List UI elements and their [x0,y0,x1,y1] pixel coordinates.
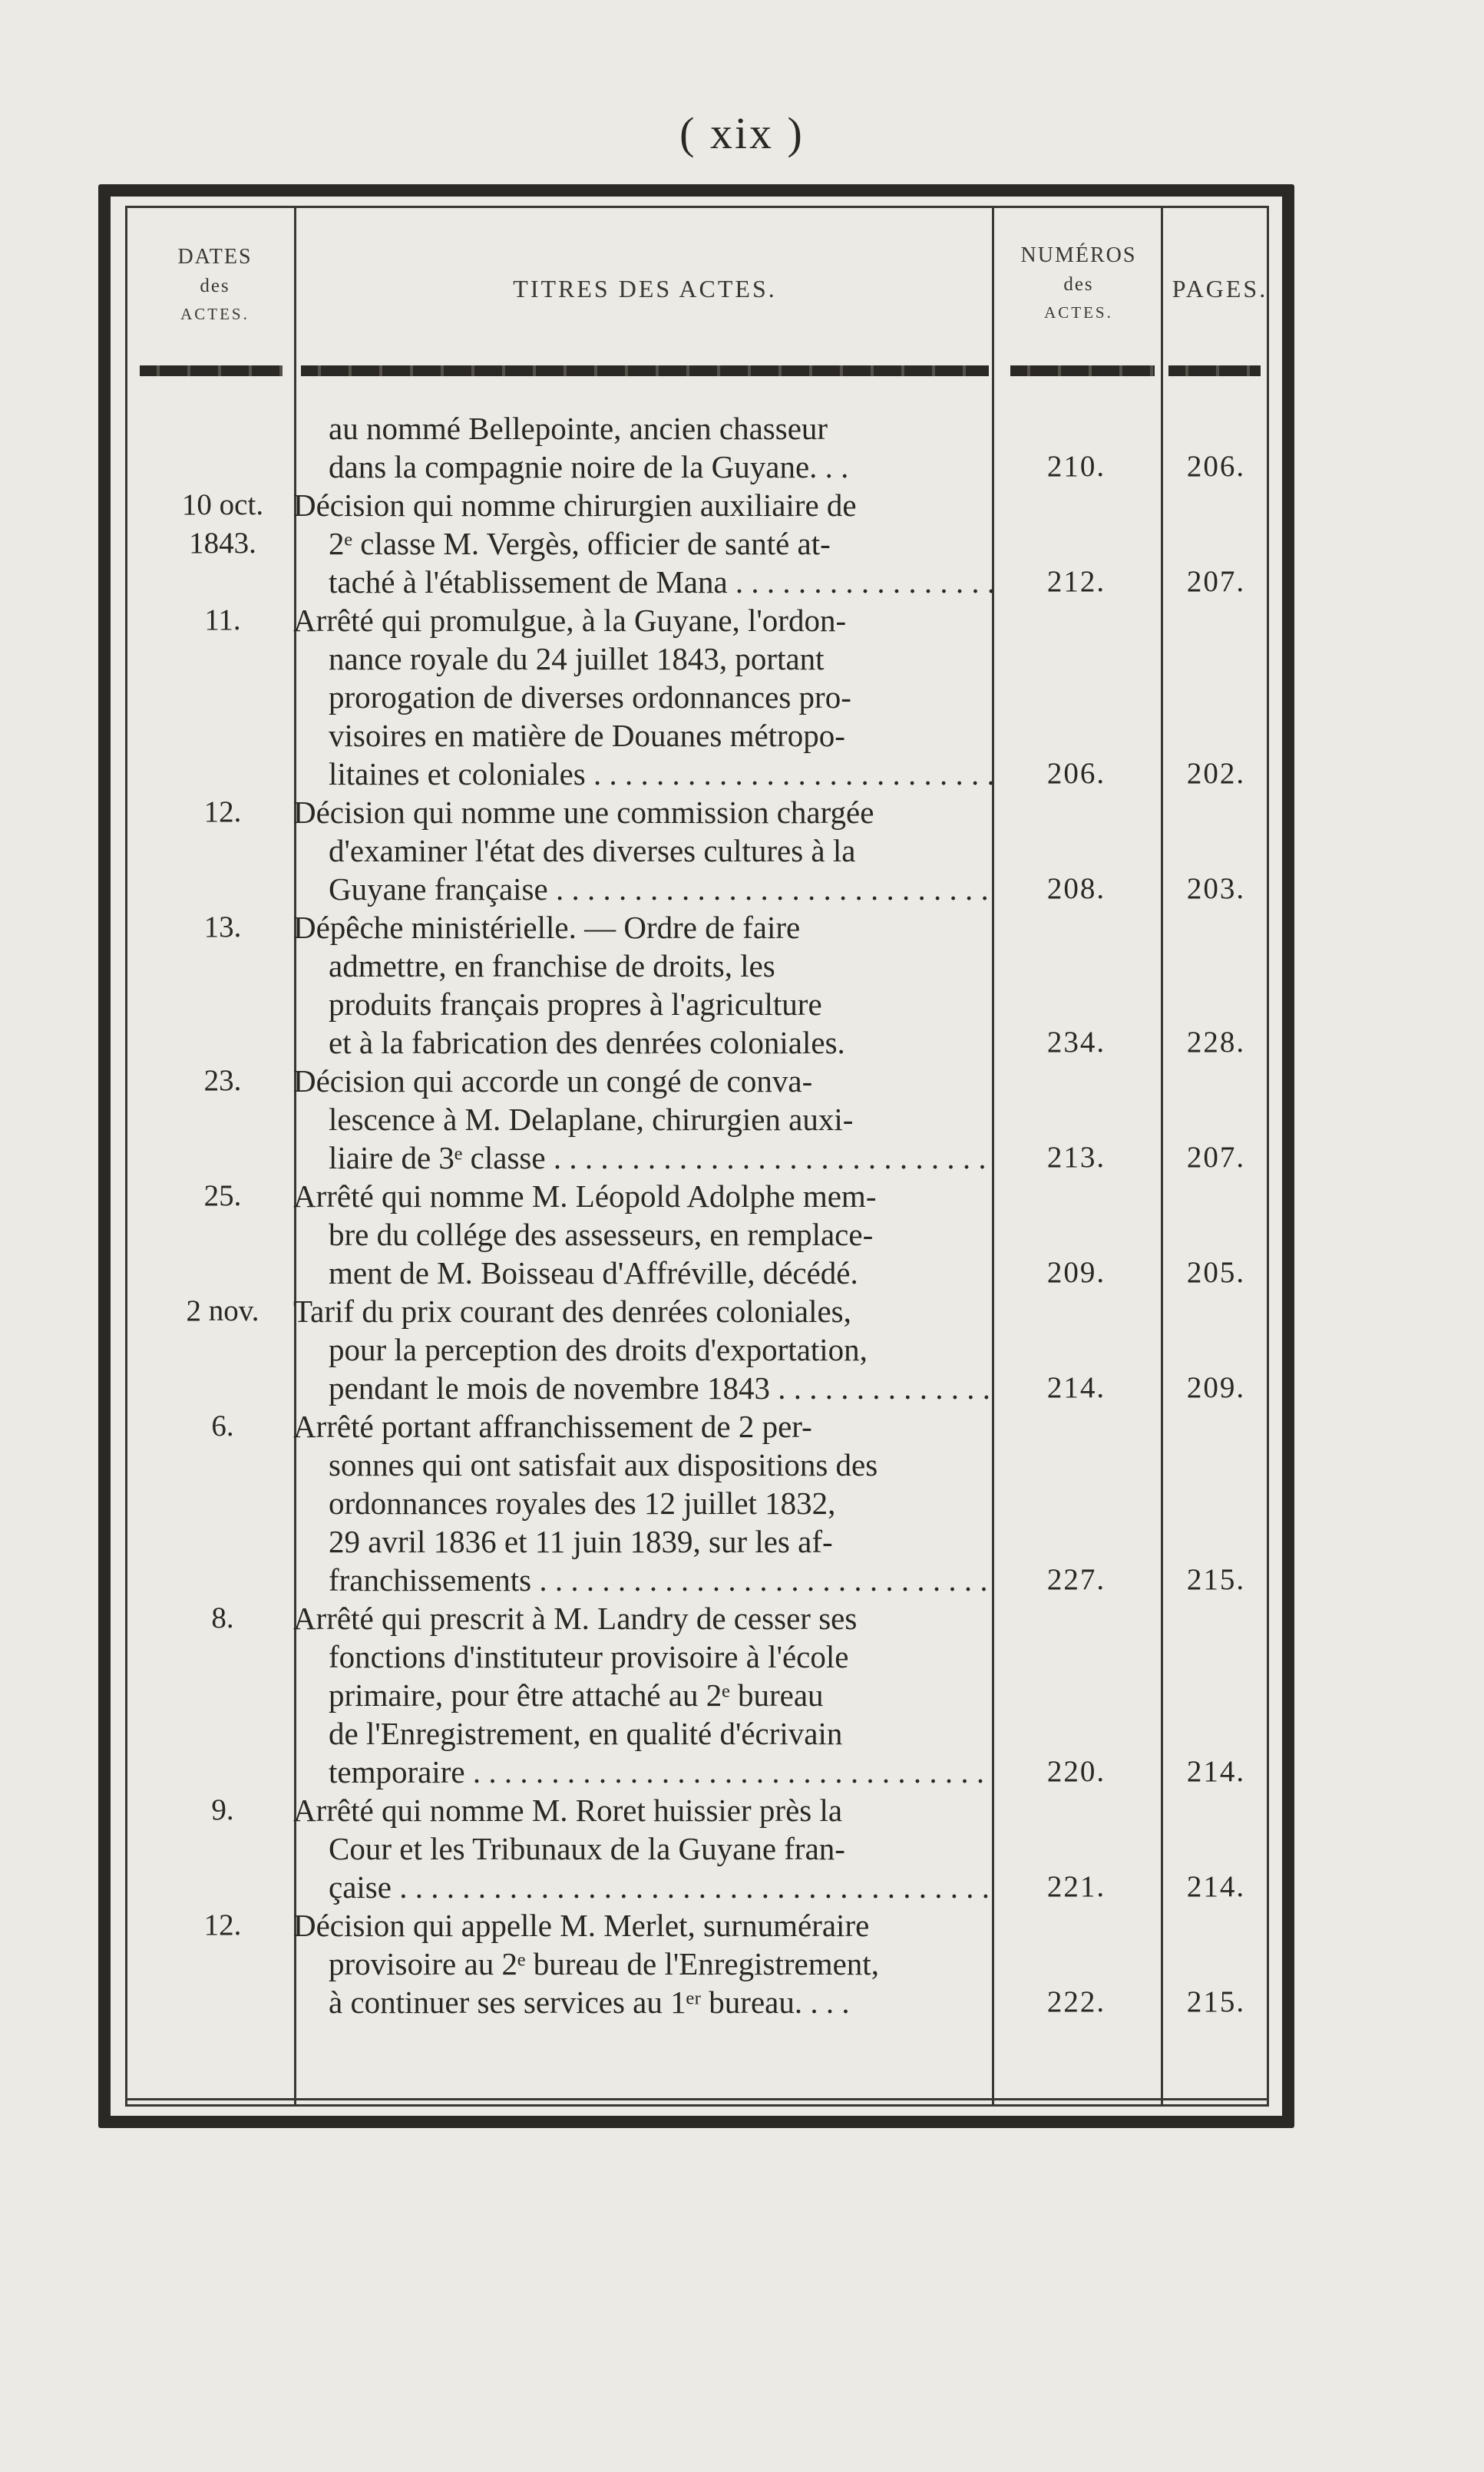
entry-title-line: produits français propres à l'agriculture [329,986,822,1022]
entry-title-line: Arrêté qui prescrit à M. Landry de cesser ses [293,1601,858,1636]
page-number: ( xix ) [679,108,805,158]
header-pages: PAGES. [1172,275,1268,302]
entry-numero: 210. [1046,450,1106,483]
entry-numero: 221. [1046,1870,1106,1903]
entry-page: 214. [1186,1755,1246,1788]
entry-numero: 209. [1046,1256,1106,1289]
entry-page: 205. [1186,1256,1246,1289]
entry-title-line: franchissements . . . [329,1561,993,1599]
entry-title-line: et à la fabrication des denrées coloniales. [329,1025,845,1060]
header-dates-line1: DATES [177,245,253,269]
entry-title-line: d'examiner l'état des diverses cultures à la [329,833,856,868]
entry-title-line: visoires en matière de Douanes métropo- [329,718,845,753]
entry-date: 25. [203,1179,242,1212]
entry-title-line: lescence à M. Delaplane, chirurgien auxi- [329,1102,854,1137]
entry-title-line: temporaire . . . [329,1753,993,1791]
entry-title-line: 29 avril 1836 et 11 juin 1839, sur les af- [329,1524,833,1559]
entry-date: 11. [204,603,241,636]
entry-title-line: Dépêche ministérielle. — Ordre de faire [293,910,801,945]
entry-date: 2 nov. [186,1294,259,1327]
entry-title-line: prorogation de diverses ordonnances pro- [329,679,851,715]
entry-title-line: de l'Enregistrement, en qualité d'écrivain [329,1716,843,1751]
entry-page: 203. [1186,872,1246,905]
entry-numero: 222. [1046,1985,1106,2018]
entry-title-line: pour la perception des droits d'exportation, [329,1332,868,1367]
entry-title-line: dans la compagnie noire de la Guyane. . . [329,449,849,484]
entry-date: 13. [203,910,242,944]
entry-title-line: Arrêté qui nomme M. Roret huissier près la [293,1793,843,1828]
entry-title-line: provisoire au 2ᵉ bureau de l'Enregistrement, [329,1946,879,1981]
entry-date: 8. [211,1601,234,1634]
entry-date: 1843. [189,527,256,560]
entry-title-line: fonctions d'instituteur provisoire à l'école [329,1639,849,1674]
entry-title-line: Décision qui nomme chirurgien auxiliaire de [293,487,857,523]
entry-numero: 220. [1046,1755,1106,1788]
header-bar-titles [301,365,989,376]
header-numeros-line3: ACTES. [1044,303,1113,322]
entry-page: 202. [1186,757,1246,790]
entry-title-line: primaire, pour être attaché au 2ᵉ bureau [329,1677,824,1713]
entry-title-line: Arrêté qui promulgue, à la Guyane, l'ordon- [293,603,847,638]
entry-numero: 214. [1046,1371,1106,1404]
entry-date: 23. [203,1064,242,1097]
entry-numero: 212. [1046,565,1106,598]
header-dates-line2: des [200,276,230,296]
entry-page: 207. [1186,1141,1246,1174]
entry-numero: 227. [1046,1563,1106,1596]
entry-title-line: Tarif du prix courant des denrées coloniales, [293,1294,851,1329]
entry-page: 209. [1186,1371,1246,1404]
entry-title-line: taché à l'établissement de Mana . . . [329,563,993,601]
entry-title-line: liaire de 3ᵉ classe . . . [329,1139,993,1177]
header-titles: TITRES DES ACTES. [513,275,777,302]
header-bar-pages [1168,365,1261,376]
entry-page: 206. [1186,450,1246,483]
entry-page: 228. [1186,1026,1246,1059]
entry-title-line: Arrêté qui nomme M. Léopold Adolphe mem- [293,1178,877,1214]
entry-date: 12. [203,1909,242,1942]
entry-title-line: sonnes qui ont satisfait aux dispositions des [329,1447,878,1482]
entry-title-line: au nommé Bellepointe, ancien chasseur [329,411,828,446]
entry-title-line: ment de M. Boisseau d'Affréville, décédé. [329,1255,858,1291]
entry-page: 215. [1186,1985,1246,2018]
header-numeros [998,241,1159,326]
entry-title-line: Cour et les Tribunaux de la Guyane fran- [329,1831,845,1866]
entry-date: 6. [211,1410,234,1443]
entry-page: 207. [1186,565,1246,598]
entry-page: 215. [1186,1563,1246,1596]
header-dates [138,243,292,327]
header-bar-numeros [1010,365,1155,376]
entry-title-line: bre du collége des assesseurs, en remplace- [329,1217,874,1252]
entry-numero: 213. [1046,1141,1106,1174]
entry-title-line: Arrêté portant affranchissement de 2 per- [293,1409,812,1444]
entry-date: 9. [211,1793,234,1826]
header-numeros-line2: des [1063,274,1094,295]
entry-title-line: pendant le mois de novembre 1843 . . . [329,1369,993,1407]
entry-numero: 234. [1046,1026,1106,1059]
entry-title-line: Guyane française . . . [329,870,993,908]
entry-title-line: Décision qui appelle M. Merlet, surnuméraire [293,1908,870,1943]
header-numeros-line1: NUMÉROS [1020,243,1137,267]
entry-title-line: çaise . . . [329,1868,993,1906]
entry-date: 12. [203,795,242,828]
entry-title-line: 2ᵉ classe M. Vergès, officier de santé at- [329,526,831,561]
entry-page: 214. [1186,1870,1246,1903]
entry-title-line: admettre, en franchise de droits, les [329,948,775,983]
entry-numero: 206. [1046,757,1106,790]
header-dates-line3: ACTES. [180,305,250,323]
entry-numero: 208. [1046,872,1106,905]
header-bar-dates [140,365,283,376]
entry-title-line: litaines et coloniales . . . [329,755,993,793]
entry-title-line: Décision qui nomme une commission chargée [293,795,874,830]
table-bottom-rule [127,2098,1268,2100]
entry-title-line: à continuer ses services au 1ᵉʳ bureau. . . . [329,1985,850,2020]
entry-title-line: Décision qui accorde un congé de conva- [293,1063,813,1099]
entry-title-line: ordonnances royales des 12 juillet 1832, [329,1486,836,1521]
entry-title-line: nance royale du 24 juillet 1843, portant [329,641,825,676]
entry-date: 10 oct. [181,488,264,521]
